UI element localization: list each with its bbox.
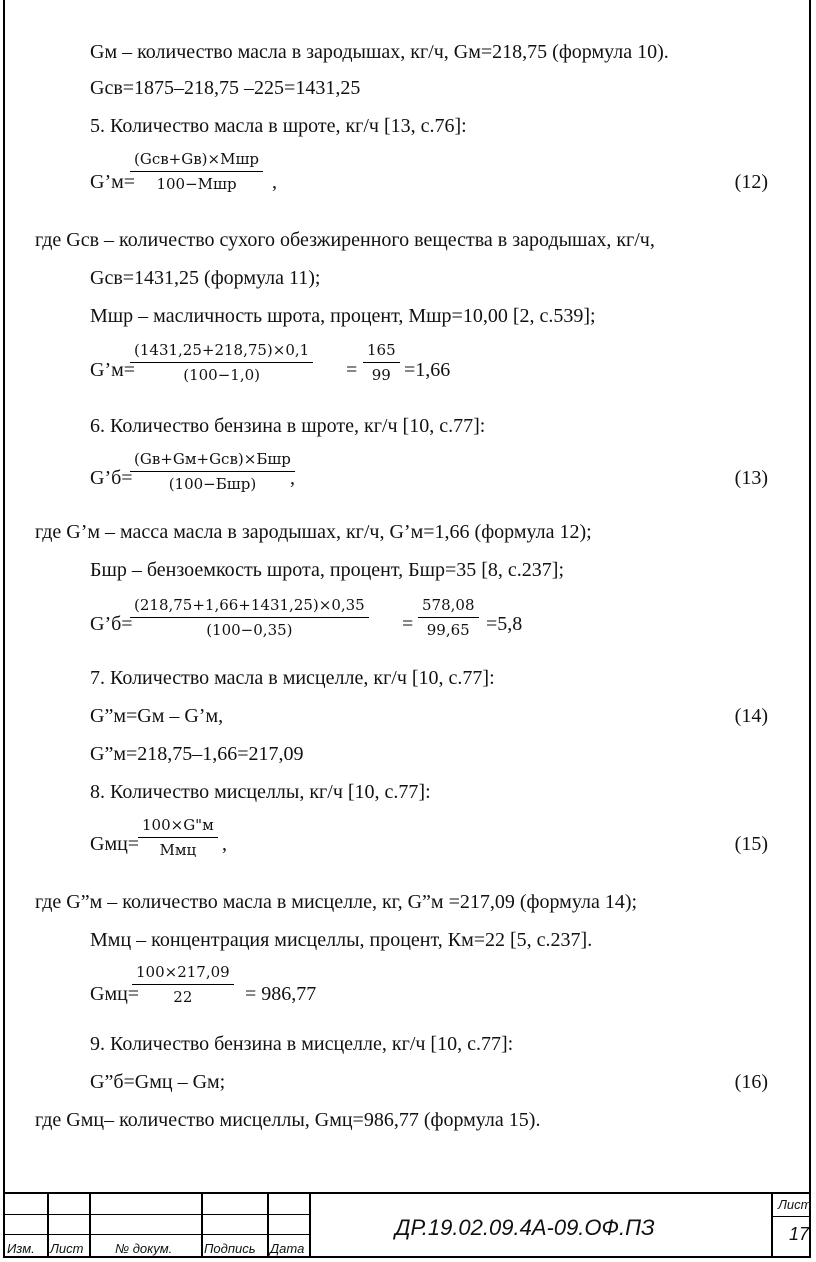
fraction-numerator: (Gв+Gм+Gсв)×Бшр bbox=[130, 450, 295, 472]
fraction-denominator: 22 bbox=[173, 988, 193, 1006]
fraction-denominator: (100−0,35) bbox=[206, 621, 293, 639]
fraction-denominator: (100−1,0) bbox=[183, 366, 260, 384]
fraction bbox=[132, 963, 234, 1006]
fraction-denominator: 99,65 bbox=[426, 621, 470, 639]
formula-lhs: G’м= bbox=[90, 171, 136, 193]
text-line: где Gсв – количество сухого обезжиренного вещества в зародышах, кг/ч, bbox=[35, 229, 655, 251]
formula-punct: = bbox=[346, 359, 358, 381]
equation-number: (12) bbox=[734, 171, 768, 193]
text-line: Gм – количество масла в зародышах, кг/ч, Gм=218,75 (формула 10). bbox=[90, 41, 669, 63]
equation-number: (15) bbox=[734, 833, 768, 855]
fraction bbox=[363, 341, 400, 384]
formula-lhs: Gмц= bbox=[90, 983, 140, 1005]
title-block bbox=[3, 1192, 811, 1258]
text-line: Мшр – масличность шрота, процент, Мшр=10,00 [2, с.539]; bbox=[90, 305, 596, 327]
fraction-denominator: (100−Бшр) bbox=[168, 475, 257, 493]
text-line: 5. Количество масла в шроте, кг/ч [13, с.76]: bbox=[90, 115, 467, 137]
stamp-label-list: Лист bbox=[50, 1241, 84, 1256]
stamp-divider bbox=[201, 1194, 203, 1258]
text-line: Gсв=1875–218,75 –225=1431,25 bbox=[90, 77, 361, 99]
formula-result: = 986,77 bbox=[245, 983, 317, 1005]
stamp-label-izm: Изм. bbox=[7, 1241, 35, 1256]
fraction-numerator: (Gсв+Gв)×Мшр bbox=[130, 150, 263, 172]
fraction-numerator: 165 bbox=[363, 341, 400, 363]
text-line: где G”м – количество масла в мисцелле, кг, G”м =217,09 (формула 14); bbox=[35, 891, 638, 913]
formula-punct: , bbox=[290, 467, 295, 489]
text-line: 7. Количество масла в мисцелле, кг/ч [10, с.77]: bbox=[90, 667, 495, 689]
formula-punct: = bbox=[402, 613, 414, 635]
fraction-numerator: 578,08 bbox=[418, 596, 479, 618]
stamp-row-line bbox=[3, 1234, 309, 1235]
equation-number: (16) bbox=[734, 1071, 768, 1093]
formula-lhs: G’б= bbox=[90, 467, 133, 489]
formula-punct: , bbox=[222, 833, 227, 855]
text-line: 6. Количество бензина в шроте, кг/ч [10, с.77]: bbox=[90, 415, 486, 437]
fraction bbox=[130, 150, 263, 193]
formula-result: =5,8 bbox=[486, 613, 523, 635]
stamp-divider bbox=[309, 1194, 311, 1258]
sheet-label: Лист bbox=[778, 1197, 812, 1212]
equation-number: (13) bbox=[734, 467, 768, 489]
fraction-denominator: 100−Мшр bbox=[156, 175, 237, 193]
text-line: 8. Количество мисцеллы, кг/ч [10, с.77]: bbox=[90, 781, 431, 803]
fraction bbox=[130, 450, 295, 493]
text-line: где Gмц– количество мисцеллы, Gмц=986,77 (формула 15). bbox=[35, 1109, 541, 1131]
text-line: G”м=218,75–1,66=217,09 bbox=[90, 743, 304, 765]
stamp-label-doc: № докум. bbox=[115, 1241, 173, 1256]
fraction-numerator: (218,75+1,66+1431,25)×0,35 bbox=[130, 596, 369, 618]
fraction-denominator: Ммц bbox=[159, 841, 197, 859]
formula-lhs: G’м= bbox=[90, 359, 136, 381]
formula-lhs: Gмц= bbox=[90, 833, 140, 855]
fraction bbox=[138, 816, 218, 859]
text-line: 9. Количество бензина в мисцелле, кг/ч [10, с.77]: bbox=[90, 1033, 514, 1055]
text-line: G”м=Gм – G’м, bbox=[90, 705, 224, 727]
fraction-denominator: 99 bbox=[371, 366, 391, 384]
equation-number: (14) bbox=[734, 705, 768, 727]
document-code: ДР.19.02.09.4А-09.ОФ.ПЗ bbox=[395, 1215, 655, 1240]
stamp-label-sign: Подпись bbox=[204, 1241, 256, 1256]
fraction bbox=[418, 596, 479, 639]
formula-punct: , bbox=[272, 171, 277, 193]
formula-lhs: G’б= bbox=[90, 613, 133, 635]
text-line: G”б=Gмц – Gм; bbox=[90, 1071, 226, 1093]
text-line: Gсв=1431,25 (формула 11); bbox=[90, 267, 321, 289]
stamp-row-line bbox=[771, 1216, 809, 1217]
stamp-divider bbox=[47, 1194, 49, 1258]
stamp-row-line bbox=[3, 1214, 309, 1215]
stamp-divider bbox=[267, 1194, 269, 1258]
fraction bbox=[130, 341, 313, 384]
stamp-divider bbox=[771, 1194, 773, 1258]
stamp-divider bbox=[89, 1194, 91, 1258]
text-line: где G’м – масса масла в зародышах, кг/ч, G’м=1,66 (формула 12); bbox=[35, 521, 592, 543]
stamp-label-date: Дата bbox=[270, 1241, 305, 1256]
fraction bbox=[130, 596, 369, 639]
formula-result: =1,66 bbox=[404, 359, 451, 381]
fraction-numerator: 100×217,09 bbox=[132, 963, 234, 985]
sheet-number: 17 bbox=[789, 1224, 810, 1244]
text-line: Бшр – бензоемкость шрота, процент, Бшр=35 [8, с.237]; bbox=[90, 559, 565, 581]
text-line: Ммц – концентрация мисцеллы, процент, Км=22 [5, с.237]. bbox=[90, 929, 593, 951]
fraction-numerator: (1431,25+218,75)×0,1 bbox=[130, 341, 313, 363]
fraction-numerator: 100×G"м bbox=[138, 816, 218, 838]
